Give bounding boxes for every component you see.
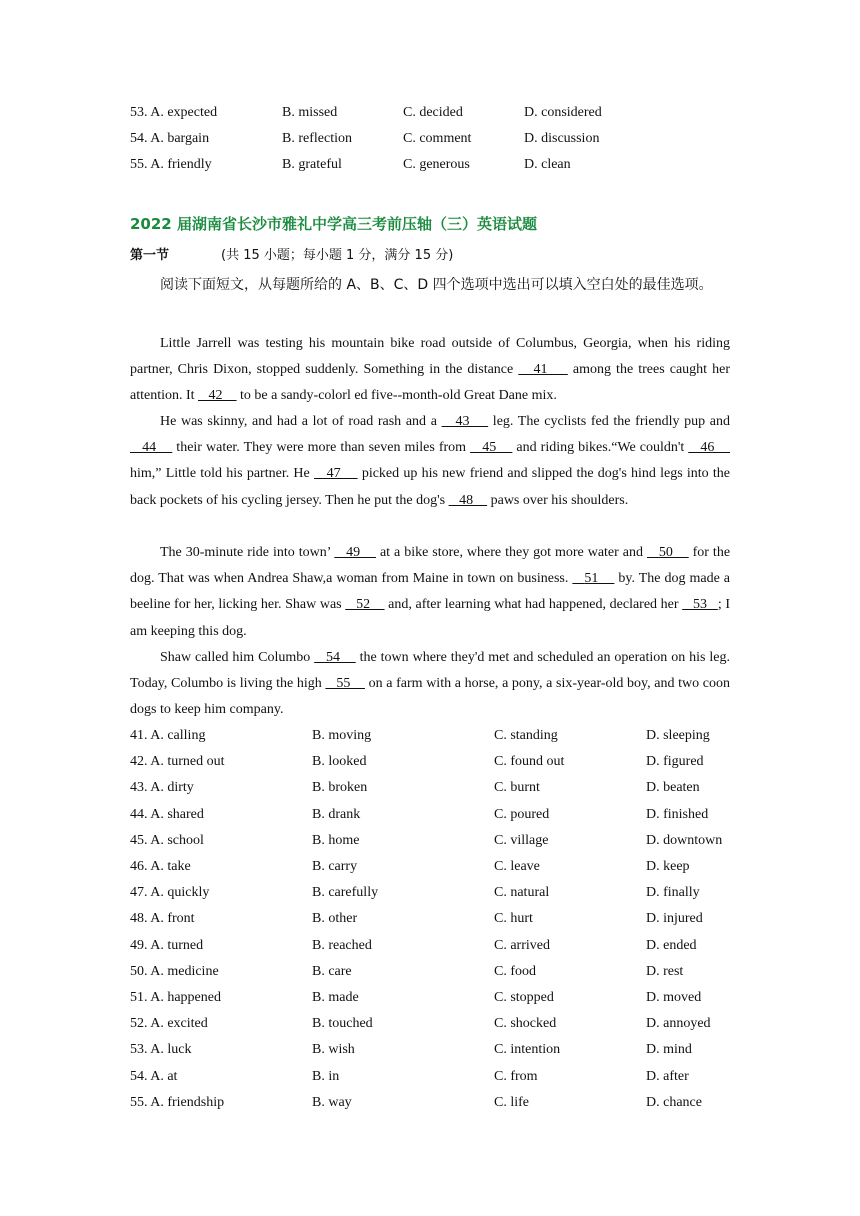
option-a-text: A. excited — [150, 1016, 208, 1032]
option-d: D. discussion — [524, 131, 600, 146]
option-a-text: A. take — [150, 859, 191, 874]
exam-title: 2022 届湖南省长沙市雅礼中学高三考前压轴（三）英语试题 — [130, 215, 537, 233]
option-c: C. found out — [494, 754, 565, 770]
passage-text: on a farm with a horse, a pony, a six-year-old boy, and two coon dogs to keep him company. — [130, 676, 731, 718]
option-a-text: A. bargain — [150, 131, 210, 146]
blank-41: 41 — [518, 362, 568, 378]
option-a — [130, 1090, 224, 1116]
passage-text: The 30-minute ride into town’ — [160, 545, 335, 560]
option-d: D. moved — [646, 990, 702, 1005]
passage-text: leg. The cyclists fed the friendly pup and — [488, 414, 730, 429]
passage-text: their water. They were more than seven miles from — [172, 440, 471, 456]
option-b: B. missed — [282, 105, 338, 120]
passage-text: picked up his new friend and slipped the dog's hind legs into the back pockets of his cycling jersey. Then he put the dog's — [130, 466, 730, 508]
question-number: 55. — [130, 1094, 148, 1110]
option-a — [130, 723, 205, 749]
question-number: 43. — [130, 780, 148, 796]
option-b: B. home — [312, 832, 360, 848]
option-a — [130, 749, 225, 775]
option-d: D. after — [646, 1068, 689, 1084]
option-a-text: A. friendship — [150, 1094, 225, 1110]
question-number: 55. — [130, 157, 148, 172]
instruction-text: 阅读下面短文，从每题所给的 A、B、C、D 四个选项中选出可以填入空白处的最佳选项。 — [160, 277, 713, 293]
option-a-text: A. quickly — [150, 885, 210, 901]
section-info: (共 15 小题；每小题 1 分，满分 15 分) — [221, 248, 454, 263]
passage-text: paws over his shoulders. — [487, 492, 629, 508]
blank-44: 44 — [130, 440, 173, 456]
passage-text: Shaw called him Columbo — [160, 650, 315, 665]
option-b: B. broken — [312, 780, 368, 796]
passage-text: to be a sandy-colorl ed five--month-old Great Dane mix. — [236, 388, 557, 404]
question-number: 47. — [130, 885, 148, 901]
option-a — [130, 985, 221, 1011]
blank-49: 49 — [334, 545, 376, 560]
question-number: 52. — [130, 1016, 148, 1032]
option-b: B. touched — [312, 1016, 373, 1032]
option-a-text: A. dirty — [150, 780, 194, 796]
blank-43: 43 — [441, 414, 489, 429]
blank-47: 47 — [314, 466, 358, 482]
passage-text: him,” Little told his partner. He — [130, 466, 314, 482]
option-a — [130, 880, 209, 906]
option-a — [130, 959, 219, 985]
option-c: C. standing — [494, 728, 558, 743]
option-c: C. natural — [494, 885, 550, 901]
passage-text: and riding bikes.“We couldn't — [512, 440, 689, 456]
option-b: B. reached — [312, 937, 372, 953]
option-a — [130, 854, 191, 880]
option-a-text: A. turned out — [150, 754, 225, 770]
option-a-text: A. school — [150, 832, 204, 848]
question-number: 45. — [130, 832, 148, 848]
passage-text: for the dog. That was when Andrea Shaw,a woman from Maine in town on business. — [130, 545, 731, 587]
blank-48: 48 — [448, 492, 488, 508]
option-d: D. finally — [646, 885, 700, 901]
question-number: 54. — [130, 1068, 148, 1084]
option-c: C. leave — [494, 859, 540, 874]
passage-text: at a bike store, where they got more water and — [376, 545, 647, 560]
question-number: 48. — [130, 911, 148, 927]
option-d: D. chance — [646, 1094, 702, 1110]
passage-text: ; I am keeping this dog. — [130, 597, 731, 639]
option-a-text: A. calling — [150, 728, 206, 743]
option-a — [130, 100, 217, 126]
option-c: C. food — [494, 963, 536, 979]
option-d: D. keep — [646, 859, 690, 874]
option-d: D. clean — [524, 157, 571, 172]
option-d: D. beaten — [646, 780, 700, 796]
option-a — [130, 933, 203, 959]
option-b: B. grateful — [282, 157, 342, 172]
passage-text: by. The dog made a beeline for her, licking her. Shaw was — [130, 571, 731, 613]
blank-42: 42 — [198, 388, 237, 404]
option-c: C. village — [494, 832, 549, 848]
passage-paragraph-1 — [130, 331, 730, 410]
option-a-text: A. at — [150, 1068, 178, 1084]
option-b: B. way — [312, 1094, 352, 1110]
option-c: C. generous — [403, 157, 470, 172]
option-d: D. ended — [646, 937, 697, 953]
option-a — [130, 828, 204, 854]
option-b: B. other — [312, 911, 358, 927]
passage-paragraph-2 — [130, 409, 730, 514]
question-number: 44. — [130, 806, 148, 822]
question-number: 41. — [130, 728, 148, 743]
blank-55: 55 — [325, 676, 365, 692]
option-d: D. considered — [524, 105, 602, 120]
option-b: B. made — [312, 990, 359, 1005]
option-b: B. reflection — [282, 131, 352, 146]
option-d: D. injured — [646, 911, 703, 927]
question-number: 53. — [130, 1042, 148, 1058]
option-c: C. poured — [494, 806, 550, 822]
section-header — [130, 245, 454, 267]
option-d: D. figured — [646, 754, 704, 770]
option-a — [130, 1064, 177, 1090]
option-b: B. moving — [312, 728, 372, 743]
option-a-text: A. turned — [150, 937, 204, 953]
option-c: C. hurt — [494, 911, 533, 927]
blank-51-lead — [572, 571, 584, 586]
passage-text: the town where they'd met and scheduled an operation on his leg. Today, Columbo is living the high — [130, 650, 731, 692]
option-b: B. carry — [312, 859, 358, 874]
option-d: D. finished — [646, 806, 709, 822]
blank-45: 45 — [470, 440, 513, 456]
option-a-text: A. expected — [150, 105, 218, 120]
option-a-text: A. happened — [150, 990, 221, 1005]
option-a — [130, 152, 212, 178]
option-a-text: A. shared — [150, 806, 204, 822]
option-c: C. burnt — [494, 780, 540, 796]
option-c: C. stopped — [494, 990, 554, 1005]
option-a-text: A. luck — [150, 1042, 192, 1058]
blank-50-lead — [647, 545, 659, 560]
option-c: C. from — [494, 1068, 538, 1084]
option-c: C. shocked — [494, 1016, 557, 1032]
option-b: B. carefully — [312, 885, 379, 901]
option-c: C. decided — [403, 105, 463, 120]
option-a-text: A. friendly — [150, 157, 212, 172]
question-number: 51. — [130, 990, 148, 1005]
blank-46: 46 — [688, 440, 731, 456]
option-a — [130, 1011, 208, 1037]
passage-text: and, after learning what had happened, declared her — [384, 597, 683, 613]
option-d: D. downtown — [646, 832, 723, 848]
option-d: D. mind — [646, 1042, 692, 1058]
question-number: 54. — [130, 131, 148, 146]
blank-50: 50 — [658, 545, 689, 560]
option-a — [130, 775, 194, 801]
question-number: 49. — [130, 937, 148, 953]
option-c: C. life — [494, 1094, 529, 1110]
question-number: 42. — [130, 754, 148, 770]
section-label: 第一节 — [130, 248, 170, 263]
option-a — [130, 126, 209, 152]
option-a-text: A. medicine — [150, 963, 219, 979]
passage-paragraph-4 — [130, 645, 730, 724]
option-b: B. care — [312, 963, 352, 979]
option-c: C. intention — [494, 1042, 561, 1058]
passage-text: He was skinny, and had a lot of road rash and a — [160, 414, 442, 429]
passage-text: Little Jarrell was testing his mountain bike road outside of Columbus, Georgia, when his riding partner, Chris Dixon, stopped suddenly. Something in the distance — [130, 336, 730, 378]
option-c: C. arrived — [494, 937, 550, 953]
option-d: D. sleeping — [646, 728, 710, 743]
option-a — [130, 802, 204, 828]
question-number: 46. — [130, 859, 148, 874]
option-a-text: A. front — [150, 911, 195, 927]
blank-52: 52 — [345, 597, 385, 613]
option-a — [130, 906, 195, 932]
passage-text: among the trees caught her attention. It — [130, 362, 731, 404]
option-b: B. wish — [312, 1042, 355, 1058]
option-c: C. comment — [403, 131, 472, 146]
question-number: 53. — [130, 105, 148, 120]
blank-51: 51 — [584, 571, 615, 587]
passage-paragraph-3 — [130, 540, 730, 645]
option-b: B. in — [312, 1068, 340, 1084]
option-d: D. rest — [646, 963, 684, 979]
option-b: B. drank — [312, 806, 361, 822]
blank-53: 53 — [682, 597, 718, 613]
question-number: 50. — [130, 963, 148, 979]
option-a — [130, 1037, 191, 1063]
option-b: B. looked — [312, 754, 367, 770]
blank-54: 54 — [314, 650, 356, 665]
option-d: D. annoyed — [646, 1016, 711, 1032]
